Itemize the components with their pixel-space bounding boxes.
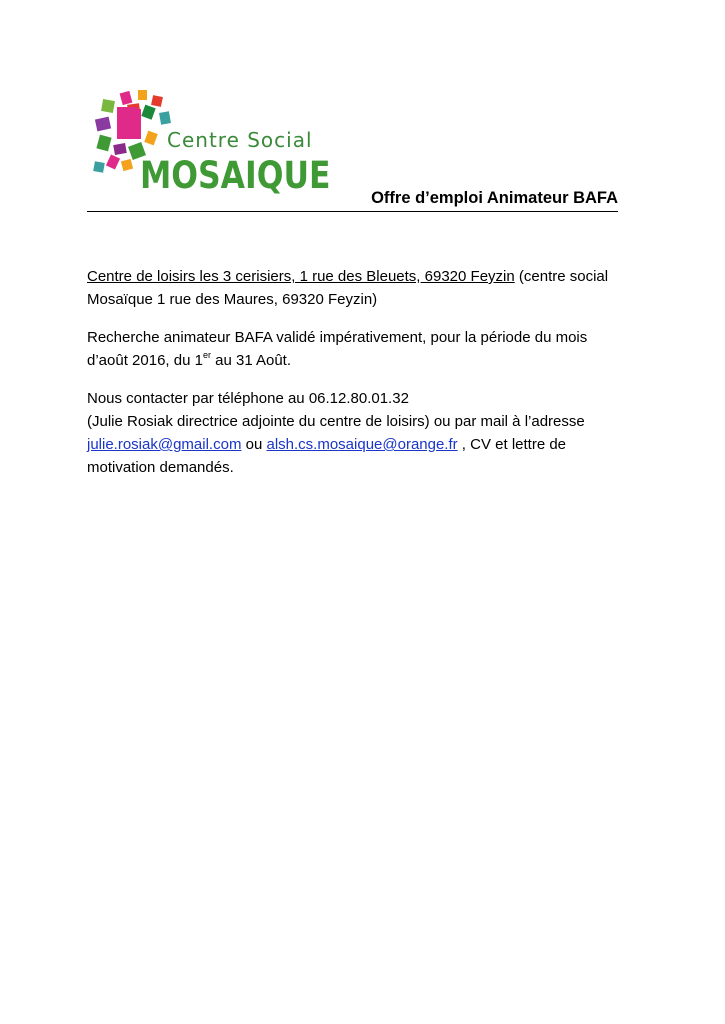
paragraph-offer — [87, 326, 632, 372]
offer-line2-after: au 31 Août. — [210, 352, 292, 369]
location-rest: (centre social — [514, 268, 609, 285]
contact-person-line: (Julie Rosiak directrice adjointe du centre de loisirs) ou par mail à l’adresse — [87, 413, 585, 430]
header-underline — [87, 211, 618, 212]
location-line2: Mosaïque 1 rue des Maures, 69320 Feyzin) — [87, 291, 378, 308]
email-connector: ou — [241, 436, 267, 453]
paragraph-location — [87, 265, 632, 311]
paragraph-contact — [87, 387, 632, 479]
logo-text-centre-social: Centre Social — [167, 128, 313, 152]
email-link-julie[interactable]: julie.rosiak@gmail.com — [87, 436, 242, 453]
logo-text-mosaique: MOSAIQUE — [140, 154, 331, 197]
offer-superscript: er — [202, 350, 211, 360]
contact-phone-line: Nous contacter par téléphone au 06.12.80.01.32 — [87, 390, 409, 407]
location-underlined: Centre de loisirs les 3 cerisiers, 1 rue des Bleuets, 69320 Feyzin — [87, 268, 515, 285]
email-link-alsh[interactable]: alsh.cs.mosaique@orange.fr — [266, 436, 458, 453]
email-after: , CV et lettre de — [457, 436, 567, 453]
offer-line1: Recherche animateur BAFA validé impérativement, pour la période du mois — [87, 329, 588, 346]
document-title: Offre d’emploi Animateur BAFA — [371, 189, 618, 207]
offer-line2-before: d’août 2016, du 1 — [87, 352, 203, 369]
contact-last-line: motivation demandés. — [87, 459, 234, 476]
